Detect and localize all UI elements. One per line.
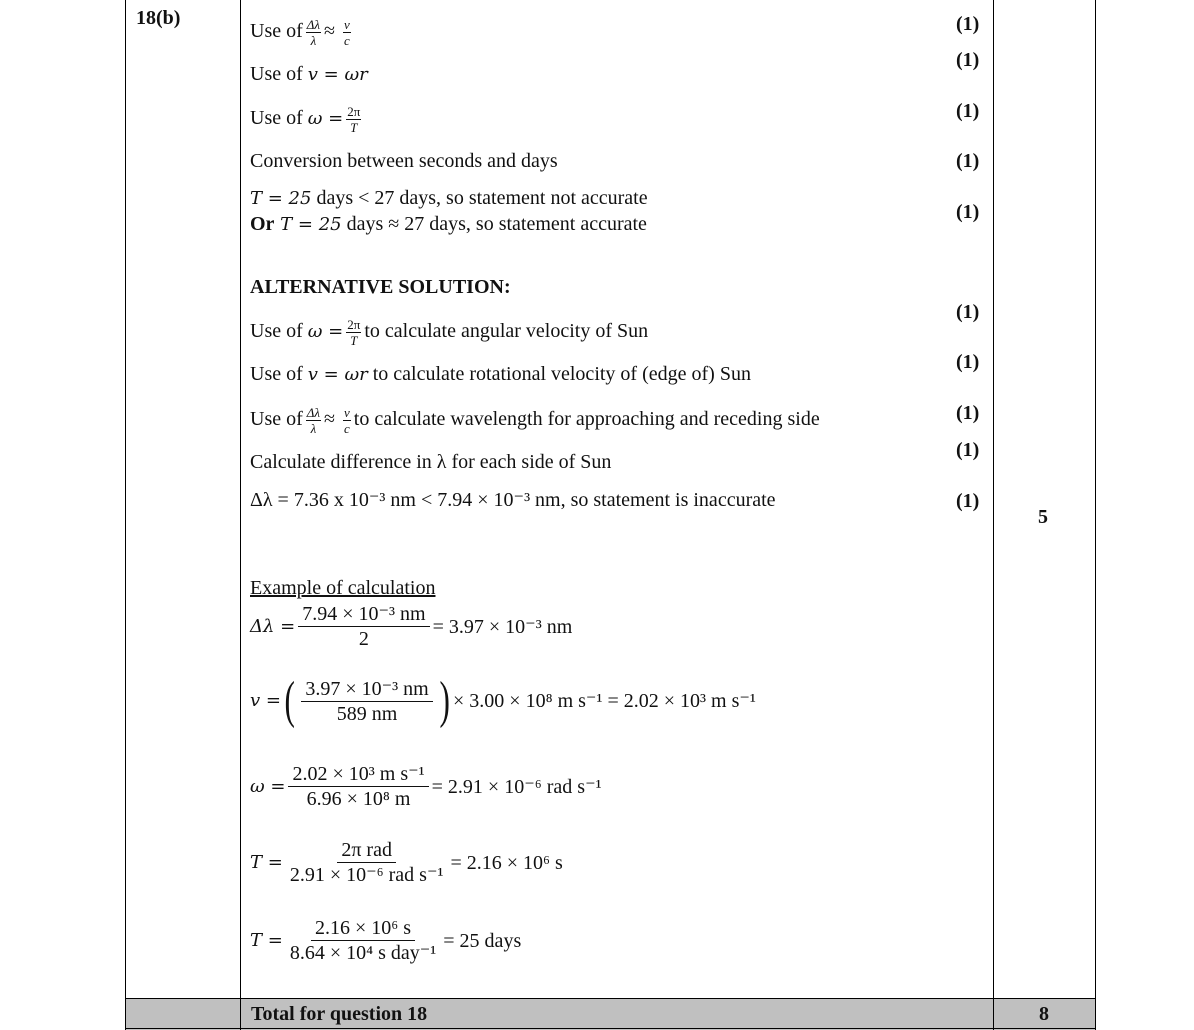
mark: (1) xyxy=(956,301,980,323)
alt-point-conclusion: Δλ = 7.36 x 10⁻³ nm < 7.94 × 10⁻³ nm, so statement is inaccurate xyxy=(250,489,776,511)
mark: (1) xyxy=(956,201,980,223)
calc-delta-lambda: Δλ = $\frac{\text{7.94 × 10⁻³ nm}}{2}$ = 3.97 × 10⁻³ nm xyxy=(250,603,573,650)
question-total-marks: 8 xyxy=(1039,1003,1049,1025)
table-bottom-border xyxy=(125,1028,1096,1029)
calc-omega: ω = $\frac{\text{2.02 × 10³ m s⁻¹}}{\text{6.96 × 10⁸ m}}$ = 2.91 × 10⁻⁶ rad s⁻¹ xyxy=(250,763,602,810)
alternative-heading: ALTERNATIVE SOLUTION: xyxy=(250,276,511,298)
total-label: Total for question 18 xyxy=(251,1003,428,1025)
mark: (1) xyxy=(956,351,980,373)
column-divider-2 xyxy=(993,0,994,1030)
alt-point-angular-velocity: Use of ω = $\frac{2\pi}{T}$ to calculate angular velocity of Sun xyxy=(250,317,649,348)
point-doppler: Use of $\frac{\Delta\lambda}{\lambda}$ ≈ $\frac{v}{c}$ xyxy=(250,17,350,48)
alt-point-difference: Calculate difference in λ for each side of Sun xyxy=(250,451,612,473)
mark: (1) xyxy=(956,49,980,71)
alt-point-wavelength: Use of $\frac{\Delta\lambda}{\lambda}$ ≈ $\frac{v}{c}$ to calculate wavelength for approaching and receding side xyxy=(250,405,820,436)
point-conversion: Conversion between seconds and days xyxy=(250,150,558,172)
calc-velocity: v = ( 3.97 × 10⁻³ nm 589 nm ) × 3.00 × 10⁸ m s⁻¹ = 2.02 × 10³ m s⁻¹ xyxy=(250,672,756,729)
alt-point-rotational-velocity: Use of v = ωr to calculate rotational velocity of (edge of) Sun xyxy=(250,363,751,385)
mark: (1) xyxy=(956,490,980,512)
column-divider-1 xyxy=(240,0,241,1030)
mark: (1) xyxy=(956,402,980,424)
total-row-top-border xyxy=(125,998,1096,999)
part-total-marks: 5 xyxy=(1038,506,1048,528)
point-omega: Use of ω = $\frac{2\pi}{T}$ xyxy=(250,104,361,135)
point-v-omega-r: Use of v = ωr xyxy=(250,63,368,85)
point-conclusion: T = 25 days < 27 days, so statement not accurate xyxy=(250,187,648,209)
question-label: 18(b) xyxy=(136,7,181,29)
mark: (1) xyxy=(956,439,980,461)
table-border-left xyxy=(125,0,126,1030)
mark: (1) xyxy=(956,13,980,35)
calc-period-days: T = 2.16 × 10⁶ s 8.64 × 10⁴ s day⁻¹ = 25 days xyxy=(250,917,522,964)
mark: (1) xyxy=(956,150,980,172)
example-heading: Example of calculation xyxy=(250,577,436,599)
calc-period-seconds: T = 2π rad 2.91 × 10⁻⁶ rad s⁻¹ = 2.16 × 10⁶ s xyxy=(250,839,563,886)
table-border-right xyxy=(1095,0,1096,1030)
mark: (1) xyxy=(956,100,980,122)
point-conclusion-alt: Or T = 25 days ≈ 27 days, so statement accurate xyxy=(250,213,647,235)
